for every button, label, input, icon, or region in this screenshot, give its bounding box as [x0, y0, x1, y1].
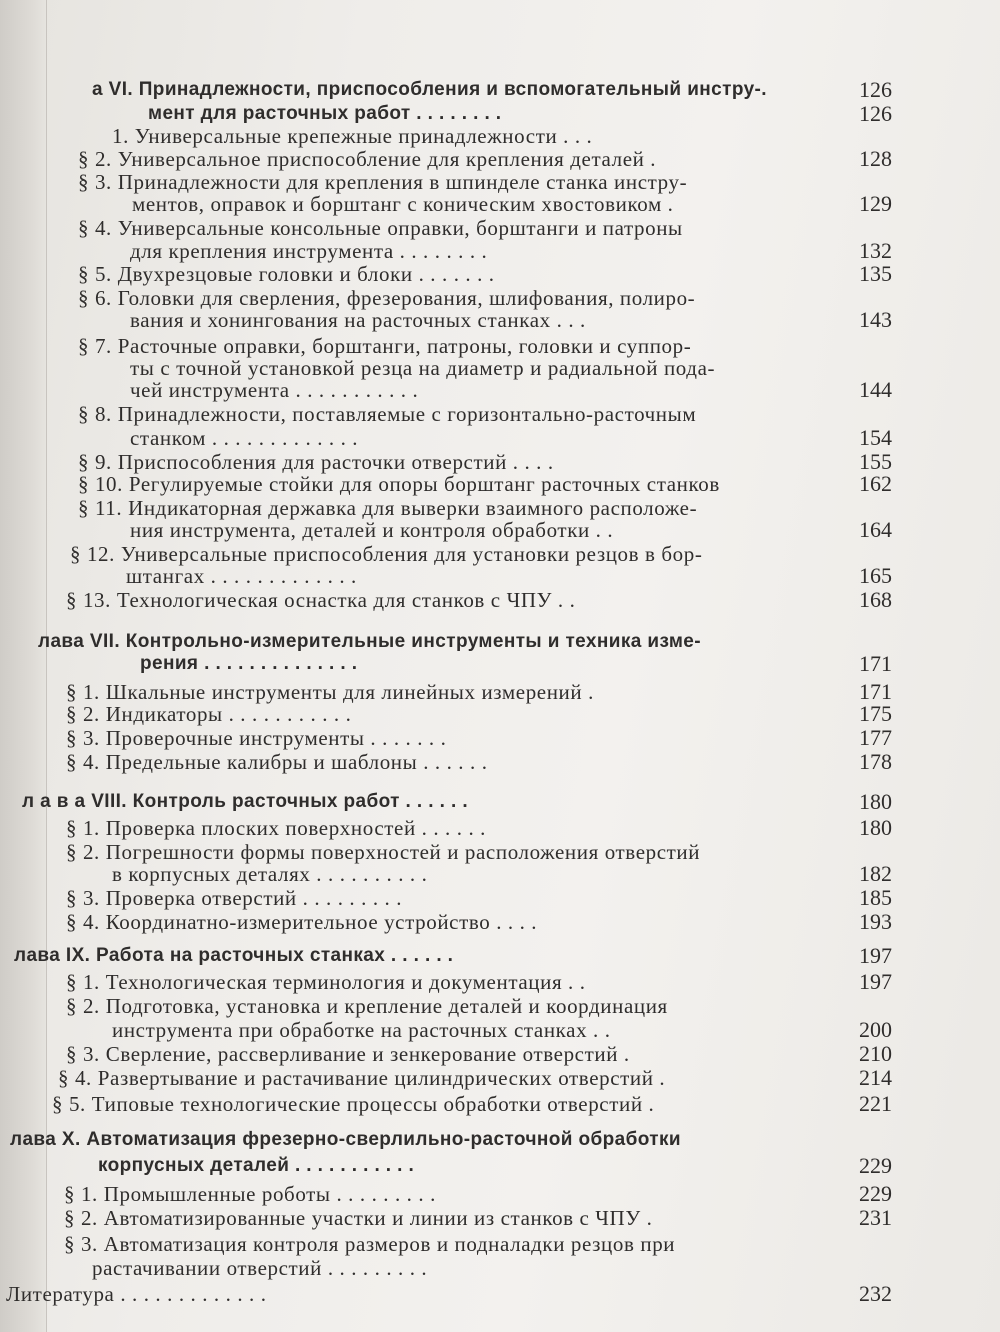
page-number: 197	[859, 969, 892, 994]
section-title: § 1. Технологическая терминология и документация . .	[66, 970, 586, 994]
page-number: 132	[859, 238, 892, 263]
page-number: 210	[859, 1041, 892, 1066]
section-title: инструмента при обработке на расточных станках . .	[112, 1018, 611, 1042]
page-number: 231	[859, 1205, 892, 1230]
page-number: 177	[859, 725, 892, 750]
section-title: § 4. Предельные калибры и шаблоны . . . . . .	[66, 750, 488, 774]
section-title: § 3. Принадлежности для крепления в шпинделе станка инстру-	[78, 170, 688, 194]
page-number: 143	[859, 307, 892, 332]
page-number: 229	[859, 1181, 892, 1206]
page-number: 197	[859, 943, 892, 968]
page-number: 180	[859, 789, 892, 814]
chapter-title: лава X. Автоматизация фрезерно-сверлильно-расточной обработки	[10, 1129, 682, 1150]
section-title: ния инструмента, деталей и контроля обработки . .	[130, 518, 614, 542]
section-title: для крепления инструмента . . . . . . . .	[130, 239, 488, 263]
page-number: 200	[859, 1017, 892, 1042]
page-number: 168	[859, 587, 892, 612]
section-title: § 2. Автоматизированные участки и линии из станков с ЧПУ .	[64, 1206, 653, 1230]
page-number: 185	[859, 885, 892, 910]
section-title: § 9. Приспособления для расточки отверстий . . . .	[78, 450, 554, 474]
section-title: § 1. Промышленные роботы . . . . . . . . .	[64, 1182, 436, 1206]
section-title: чей инструмента . . . . . . . . . . .	[130, 378, 419, 402]
section-title: § 1. Проверка плоских поверхностей . . . . . .	[66, 816, 487, 840]
section-title: станком . . . . . . . . . . . . .	[130, 426, 359, 450]
section-title: § 13. Технологическая оснастка для станков с ЧПУ . .	[66, 588, 576, 612]
page-number: 126	[859, 101, 892, 126]
section-title: § 11. Индикаторная державка для выверки взаимного расположе-	[78, 496, 698, 520]
page-number: 154	[859, 425, 892, 450]
section-title: растачивании отверстий . . . . . . . . .	[92, 1256, 428, 1280]
section-title: § 7. Расточные оправки, борштанги, патроны, головки и суппор-	[78, 334, 692, 358]
page-number: 164	[859, 517, 892, 542]
section-title: § 5. Типовые технологические процессы обработки отверстий .	[52, 1092, 655, 1116]
section-title: § 2. Индикаторы . . . . . . . . . . .	[66, 702, 352, 726]
section-title: § 10. Регулируемые стойки для опоры борштанг расточных станков	[78, 472, 720, 496]
page-number: 171	[859, 651, 892, 676]
page-number: 232	[859, 1281, 892, 1306]
page-number: 221	[859, 1091, 892, 1116]
section-title: § 4. Координатно-измерительное устройство . . . .	[66, 910, 538, 934]
section-title: ты с точной установкой резца на диаметр и радиальной пода-	[130, 356, 716, 380]
page-number: 214	[859, 1065, 892, 1090]
chapter-title: корпусных деталей . . . . . . . . . . .	[98, 1155, 415, 1176]
section-title: § 12. Универсальные приспособления для установки резцов в бор-	[70, 542, 703, 566]
page-number: 193	[859, 909, 892, 934]
section-title: § 8. Принадлежности, поставляемые с горизонтально-расточным	[78, 402, 697, 426]
section-title: § 4. Развертывание и растачивание цилиндрических отверстий .	[58, 1066, 666, 1090]
section-title: вания и хонингования на расточных станках . . .	[130, 308, 586, 332]
section-title: штангах . . . . . . . . . . . . .	[126, 564, 357, 588]
section-title: § 3. Автоматизация контроля размеров и подналадки резцов при	[64, 1232, 676, 1256]
section-title: § 2. Универсальное приспособление для крепления деталей .	[78, 147, 657, 171]
page-number: 155	[859, 449, 892, 474]
chapter-title: лава VII. Контрольно-измерительные инструменты и техника изме-	[38, 631, 701, 652]
page-number: 135	[859, 261, 892, 286]
section-title: § 3. Проверка отверстий . . . . . . . . .	[66, 886, 403, 910]
page-number: 229	[859, 1153, 892, 1178]
page-number: 175	[859, 701, 892, 726]
chapter-title: рения . . . . . . . . . . . . . .	[140, 653, 358, 674]
section-title: § 3. Проверочные инструменты . . . . . . .	[66, 726, 447, 750]
chapter-title: лава IX. Работа на расточных станках . . . . . .	[14, 945, 454, 966]
section-title: в корпусных деталях . . . . . . . . . .	[112, 862, 428, 886]
page-number: 162	[859, 471, 892, 496]
section-title: 1. Универсальные крепежные принадлежности . . .	[112, 124, 593, 148]
chapter-title: а VI. Принадлежности, приспособления и вспомогательный инстру-.	[92, 79, 767, 100]
page-number: 171	[859, 679, 892, 704]
section-title: § 3. Сверление, рассверливание и зенкерование отверстий .	[66, 1042, 630, 1066]
page-number: 126	[859, 77, 892, 102]
page-number: 128	[859, 146, 892, 171]
section-title: § 5. Двухрезцовые головки и блоки . . . . . . .	[78, 262, 495, 286]
section-title: § 1. Шкальные инструменты для линейных измерений .	[66, 680, 594, 704]
section-title: § 2. Погрешности формы поверхностей и расположения отверстий	[66, 840, 701, 864]
chapter-title: л а в а VIII. Контроль расточных работ . . . . . .	[22, 791, 469, 812]
page-number: 178	[859, 749, 892, 774]
section-title: § 4. Универсальные консольные оправки, борштанги и патроны	[78, 216, 683, 240]
section-title: Литература . . . . . . . . . . . . .	[6, 1282, 267, 1306]
page-number: 165	[859, 563, 892, 588]
page-number: 129	[859, 191, 892, 216]
page-number: 180	[859, 815, 892, 840]
section-title: § 6. Головки для сверления, фрезерования, шлифования, полиро-	[78, 286, 696, 310]
page-number: 182	[859, 861, 892, 886]
section-title: § 2. Подготовка, установка и крепление деталей и координация	[66, 994, 668, 1018]
page-number: 144	[859, 377, 892, 402]
section-title: ментов, оправок и борштанг с коническим хвостовиком .	[132, 192, 674, 216]
chapter-title: мент для расточных работ . . . . . . . .	[148, 103, 502, 124]
